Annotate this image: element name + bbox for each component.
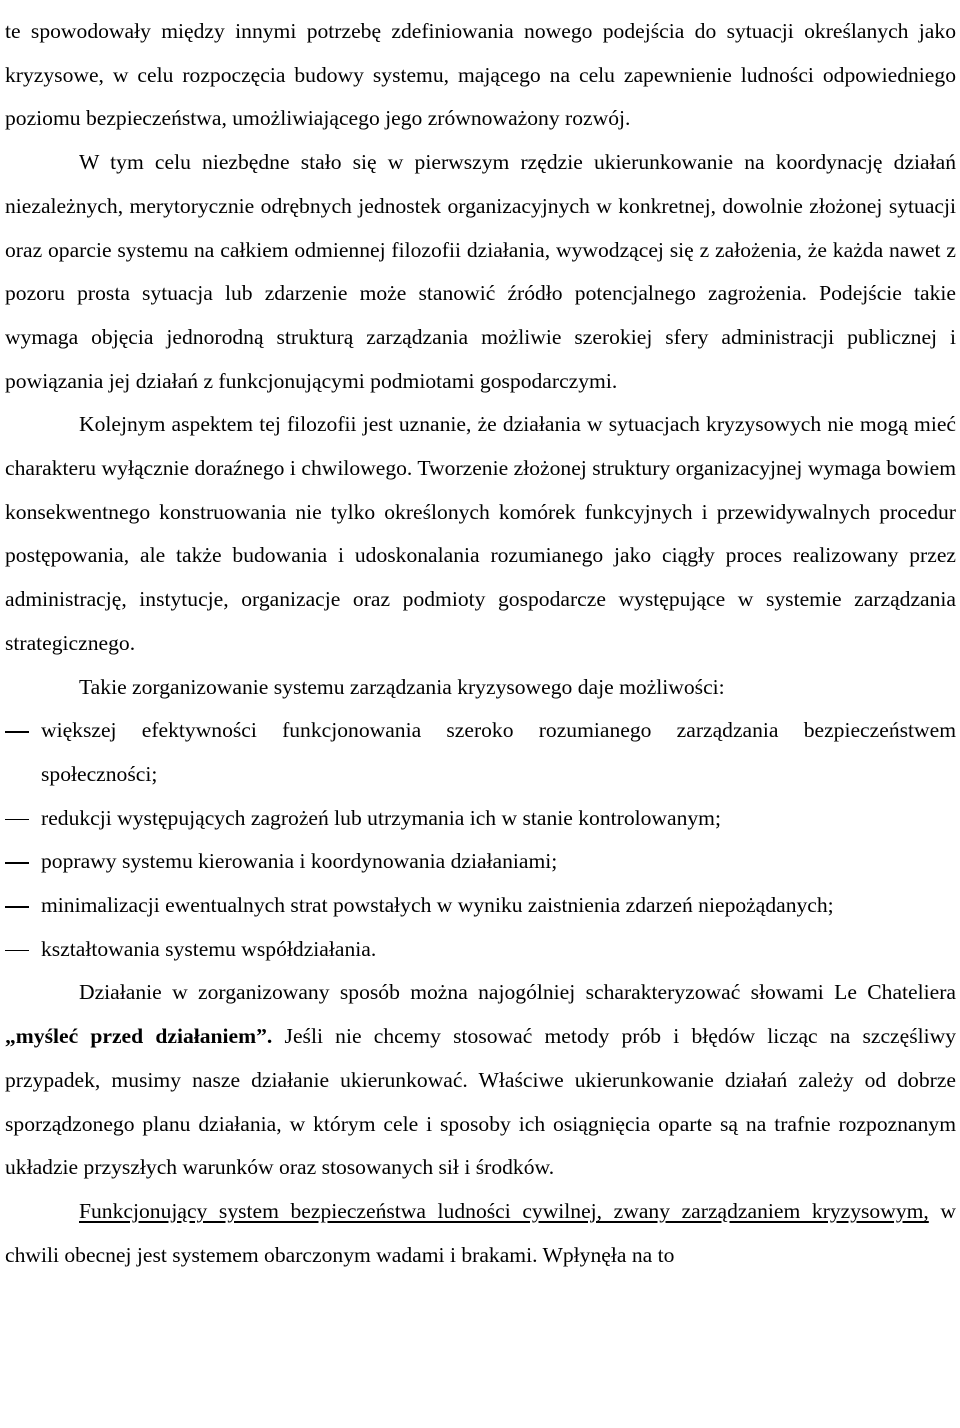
list-item xyxy=(5,709,956,796)
list-item-text: redukcji występujących zagrożeń lub utrzymania ich w stanie kontrolowanym; xyxy=(41,805,721,830)
text-run: w chwili obecnej jest systemem obarczonym wadami i brakami. Wpłynęła na to xyxy=(5,1198,956,1267)
list-item xyxy=(5,840,956,884)
paragraph-current-system xyxy=(5,1190,956,1277)
paragraph-le-chatelier xyxy=(5,971,956,1190)
possibilities-list xyxy=(5,709,956,971)
text-run: Działanie w zorganizowany sposób można najogólniej scharakteryzować słowami Le Chateliera xyxy=(79,980,956,1005)
list-item xyxy=(5,928,956,972)
text-run: Jeśli nie chcemy stosować metody prób i błędów licząc na szczęśliwy przypadek, musimy nasze działanie ukierunkować. Właściwe ukierunkowanie działań zależy od dobrze sporządzonego planu działania, w którym cele i sposoby ich osiągnięcia oparte są na trafnie rozpoznanym układzie przyszłych warunków oraz stosowanych sił i środków. xyxy=(5,1024,956,1180)
paragraph-intro: te spowodowały między innymi potrzebę zdefiniowania nowego podejścia do sytuacji określanych jako kryzysowe, w celu rozpoczęcia budowy systemu, mającego na celu zapewnienie ludności odpowiedniego poziomu bezpieczeństwa, umożliwiającego jego zrównoważony rozwój. xyxy=(5,19,956,131)
list-item-text: poprawy systemu kierowania i koordynowania działaniami; xyxy=(41,849,558,874)
list-item xyxy=(5,884,956,928)
list-item xyxy=(5,797,956,841)
paragraph-philosophy: Kolejnym aspektem tej filozofii jest uznanie, że działania w sytuacjach kryzysowych nie mogą mieć charakteru wyłącznie doraźnego i chwilowego. Tworzenie złożonej struktury organizacyjnej wymaga bowiem konsekwentnego konstruowania nie tylko określonych komórek funkcyjnych i przewidywalnych procedur postępowania, ale także budowania i udoskonalania rozumianego jako ciągły proces realizowany przez administrację, instytucje, organizacje oraz podmioty gospodarcze występujące w systemie zarządzania strategicznego. xyxy=(5,412,956,655)
list-item-text: minimalizacji ewentualnych strat powstałych w wyniku zaistnienia zdarzeń niepożądanych; xyxy=(41,893,834,918)
list-item-text: większej efektywności funkcjonowania szeroko rozumianego zarządzania bezpieczeństwem społeczności; xyxy=(41,718,956,786)
underlined-text: Funkcjonujący system bezpieczeństwa ludności cywilnej, zwany zarządzaniem kryzysowym, xyxy=(79,1198,929,1223)
bold-quote: „myśleć przed działaniem”. xyxy=(5,1024,273,1049)
paragraph-list-intro: Takie zorganizowanie systemu zarządzania kryzysowego daje możliwości: xyxy=(79,674,725,699)
paragraph-coordination: W tym celu niezbędne stało się w pierwszym rzędzie ukierunkowanie na koordynację działań niezależnych, merytorycznie odrębnych jednostek organizacyjnych w konkretnej, dowolnie złożonej sytuacji oraz oparcie systemu na całkiem odmiennej filozofii działania, wywodzącej się z założenia, że każda nawet z pozoru prosta sytuacja lub zdarzenie może stanowić źródło potencjalnego zagrożenia. Podejście takie wymaga objęcia jednorodną strukturą zarządzania możliwie szerokiej sfery administracji publicznej i powiązania jej działań z funkcjonującymi podmiotami gospodarczymi. xyxy=(5,150,956,393)
list-item-text: kształtowania systemu współdziałania. xyxy=(41,936,377,961)
document-page xyxy=(5,10,956,1277)
